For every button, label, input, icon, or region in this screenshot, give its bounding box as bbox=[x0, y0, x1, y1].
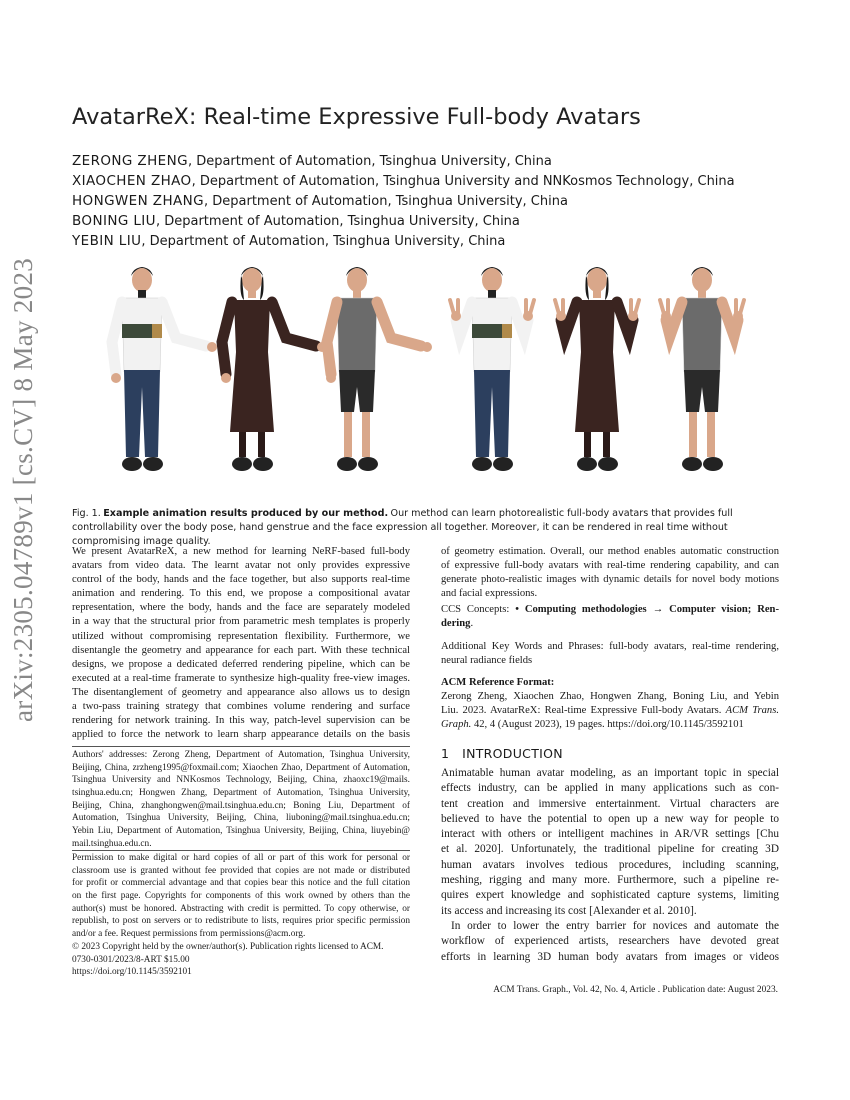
author-line bbox=[72, 233, 505, 249]
text-line: disentangle the geometry and appearance for each part. With these technical bbox=[72, 644, 410, 656]
footnote-rule bbox=[72, 850, 410, 851]
text-line: © 2023 Copyright held by the owner/author(s). Publication rights licensed to ACM. bbox=[72, 941, 384, 952]
text-line: in a way that the structural prior from parametric mesh templates is properly bbox=[72, 616, 410, 628]
acm-reference bbox=[441, 676, 779, 732]
ccs-label: CCS Concepts: bbox=[441, 604, 516, 615]
avatar-figure bbox=[450, 267, 534, 471]
text-line: utilized without compromising representation flexibility. Furthermore, we bbox=[72, 630, 410, 642]
text-line: its access and increasing its cost [Alexander et al. 2010]. bbox=[441, 904, 697, 917]
text-line: classroom use is granted without fee provided that copies are not made or distributed bbox=[72, 865, 410, 876]
text-line: representation, where the body, hands and the face are separately modeled bbox=[72, 602, 410, 614]
text-line: for profit or commercial advantage and that copies bear this notice and the full citation bbox=[72, 878, 410, 889]
text-line: believed to have the potential to open up a new way for people to bbox=[441, 812, 779, 825]
figure-caption bbox=[72, 507, 780, 549]
text-line: workflow of experienced artists, researchers have devoted great bbox=[441, 935, 779, 948]
text-line: https://doi.org/10.1145/3592101 bbox=[72, 967, 192, 978]
author-affiliation: , Department of Automation, Tsinghua University, China bbox=[187, 154, 552, 169]
author-affiliation: , Department of Automation, Tsinghua University, China bbox=[204, 194, 568, 209]
avatar-figure bbox=[555, 267, 639, 471]
text-line: Automation, Tsinghua University, Beijing, China, liuboning@mail.tsinghua.edu.cn; bbox=[72, 813, 410, 824]
footnote-rule bbox=[72, 746, 410, 747]
text-line: The disentanglement of geometry and appearance also allows us to design bbox=[72, 686, 410, 698]
page-footer: ACM Trans. Graph., Vol. 42, No. 4, Article . Publication date: August 2023. bbox=[493, 985, 778, 995]
text-line: a two-pass training strategy that combines volume rendering and surface bbox=[72, 701, 410, 713]
text-line: tent creation and immersive entertainment. Virtual characters are bbox=[441, 797, 779, 810]
text-line: meshing, rigging and many more. Furthermore, such a pipeline re- bbox=[441, 874, 779, 887]
permission-notice bbox=[72, 852, 410, 979]
avatar-figure bbox=[221, 267, 327, 471]
avatar-figure bbox=[111, 267, 217, 471]
ccs-line1: • Computing methodologies → Computer vision; Ren- bbox=[515, 604, 779, 615]
author-line bbox=[72, 213, 520, 229]
text-line: Beijing, China, zhanghongwen@mail.tsinghua.edu.cn; Boning Liu, Department of bbox=[72, 800, 410, 811]
author-name: ZERONG ZHENG bbox=[72, 153, 188, 169]
ccs-end: . bbox=[470, 618, 474, 630]
text-line: Animatable human avatar modeling, as an important topic in special bbox=[441, 767, 779, 779]
keywords bbox=[441, 640, 779, 668]
text-line: Tsinghua University and NNKosmos Technology, Beijing, China, zhaoxc19@mails. bbox=[72, 775, 410, 786]
caption-label: Fig. 1. bbox=[72, 508, 101, 519]
text-line: animation and rendering. To this end, we propose a compositional avatar bbox=[72, 588, 410, 600]
text-line: 0730-0301/2023/8-ART $15.00 bbox=[72, 954, 190, 965]
text-line: quires expert knowledge and sophisticated capture systems, limiting bbox=[441, 889, 779, 902]
section-title: INTRODUCTION bbox=[462, 746, 563, 761]
author-affiliation: , Department of Automation, Tsinghua University, China bbox=[141, 234, 506, 249]
text-line: and facial expressions. bbox=[441, 588, 538, 600]
avatar-figure bbox=[660, 267, 744, 471]
text-line: applied to force the network to learn sharp appearance details on the basis bbox=[72, 729, 410, 741]
paper-title: AvatarReX: Real-time Expressive Full-body Avatars bbox=[72, 104, 641, 130]
text-line: generate photo-realistic images with dynamic details for novel body motions bbox=[441, 574, 779, 586]
reference-journal: Graph. bbox=[441, 719, 472, 731]
author-line bbox=[72, 173, 735, 189]
text-line: mail.tsinghua.edu.cn. bbox=[72, 838, 152, 849]
caption-text: Our method can learn photorealistic full-body avatars that provides full controllability over the body pose, hand genstrue and the face expression all together. Moreover, it can be rendered in real time without compromising image quality. bbox=[72, 508, 733, 547]
text-line: tsinghua.edu.cn; Hongwen Zhang, Department of Automation, Tsinghua University, bbox=[72, 788, 410, 799]
text-line: efforts in learning 3D human body avatars from images or videos bbox=[441, 950, 779, 963]
text-line: on the first page. Copyrights for components of this work owned by others than the bbox=[72, 891, 410, 902]
text-line: neural radiance fields bbox=[441, 655, 533, 667]
text-line: rendering for network training. In this way, patch-level supervision can be bbox=[72, 715, 410, 727]
author-name: HONGWEN ZHANG bbox=[72, 193, 204, 209]
text-line: author(s) must be honored. Abstracting with credit is permitted. To copy otherwise, or bbox=[72, 903, 410, 914]
ccs-line2: dering bbox=[441, 618, 471, 630]
teaser-figure bbox=[72, 262, 780, 487]
reference-line: Zerong Zheng, Xiaochen Zhao, Hongwen Zhang, Boning Liu, and Yebin bbox=[441, 691, 779, 703]
text-line: interact with others or intelligent machines in AR/VR settings [Chu bbox=[441, 828, 779, 841]
text-line: republish, to post on servers or to redistribute to lists, requires prior specific permission bbox=[72, 916, 410, 927]
text-line: executed at a real-time framerate to synthesize high-quality free-view images. bbox=[72, 672, 410, 684]
text-line: Additional Key Words and Phrases: full-body avatars, real-time rendering, bbox=[441, 641, 779, 652]
ccs-concepts bbox=[441, 603, 779, 631]
author-line bbox=[72, 193, 568, 209]
section-heading bbox=[441, 746, 779, 761]
introduction-body bbox=[441, 766, 779, 965]
author-affiliation: , Department of Automation, Tsinghua University and NNKosmos Technology, China bbox=[191, 174, 735, 189]
section-number: 1 bbox=[441, 746, 450, 761]
text-line: avatars from video data. The learnt avatar not only provides expressive bbox=[72, 560, 410, 572]
text-line: human avatars involves tedious procedures, including scanning, bbox=[441, 858, 779, 871]
text-line: and/or a fee. Request permissions from permissions@acm.org. bbox=[72, 929, 306, 940]
text-line: We present AvatarReX, a new method for learning NeRF-based full-body bbox=[72, 546, 410, 557]
text-line: effects industry, can be applied in many applications such as con- bbox=[441, 782, 779, 795]
text-line: Permission to make digital or hard copies of all or part of this work for personal or bbox=[72, 853, 410, 863]
author-line bbox=[72, 153, 552, 169]
reference-line: 42, 4 (August 2023), 19 pages. https://doi.org/10.1145/3592101 bbox=[471, 719, 744, 731]
author-name: YEBIN LIU bbox=[72, 233, 142, 249]
abstract-right bbox=[441, 545, 779, 601]
text-line: et al. 2020]. Unfortunately, the traditional pipeline for creating 3D bbox=[441, 843, 779, 856]
text-line: designs, we propose a dedicated deferred rendering pipeline, which can be bbox=[72, 658, 410, 670]
text-line: Authors' addresses: Zerong Zheng, Department of Automation, Tsinghua University, bbox=[72, 750, 410, 760]
author-name: BONING LIU bbox=[72, 213, 156, 229]
reference-heading: ACM Reference Format: bbox=[441, 677, 555, 688]
text-line: of geometry estimation. Overall, our method enables automatic construction bbox=[441, 546, 779, 557]
avatar-figure bbox=[326, 267, 432, 471]
reference-journal: ACM Trans. bbox=[725, 705, 779, 717]
abstract-left bbox=[72, 545, 410, 742]
author-name: XIAOCHEN ZHAO bbox=[72, 173, 192, 189]
reference-line: Liu. 2023. AvatarReX: Real-time Expressive Full-body Avatars. bbox=[441, 705, 726, 717]
author-affiliation: , Department of Automation, Tsinghua University, China bbox=[155, 214, 520, 229]
caption-bold: Example animation results produced by our method. bbox=[103, 508, 389, 519]
text-line: of expressive full-body avatars with real-time rendering capability, and can bbox=[441, 560, 779, 572]
text-line: control of the body, hands and the face together, but also supports real-time bbox=[72, 574, 410, 586]
arxiv-stamp: arXiv:2305.04789v1 [cs.CV] 8 May 2023 bbox=[8, 257, 38, 722]
text-line: In order to lower the entry barrier for novices and automate the bbox=[451, 919, 779, 932]
author-addresses bbox=[72, 749, 410, 851]
text-line: Beijing, China, zrzheng1995@foxmail.com; Xiaochen Zhao, Department of Automation, bbox=[72, 762, 410, 773]
text-line: Yebin Liu, Department of Automation, Tsinghua University, Beijing, China, liuyebin@ bbox=[72, 826, 410, 837]
